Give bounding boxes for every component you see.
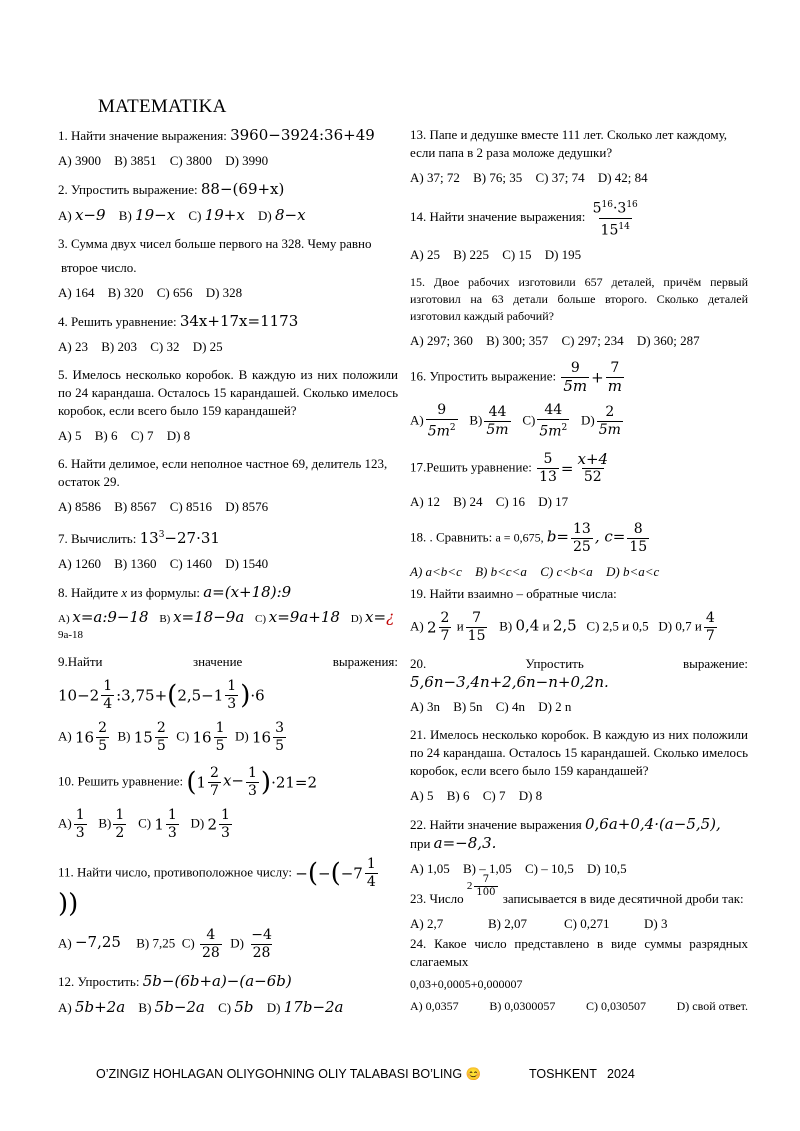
answers-8: A) x=a:9−18 B) x=18−9a C) x=9a+18 D) x=¿ 9a-18 [58, 608, 395, 641]
answers-16: A) $\frac{9}{5m^2}$ B) $\frac{44}{5m}$ C) $\frac{44}{5m^2}$ D) $\frac{2}{5m}$ [410, 402, 621, 440]
question-12: 12. Упростить: 5b−(6b+a)−(a−6b) [58, 972, 292, 990]
question-2: 2. Упростить выражение: 88−(69+x) [58, 180, 285, 198]
question-16: 16. Упростить выражение: $\frac{9}{5m}$ + $\frac{7}{m}$ [410, 360, 622, 396]
answers-12: A) 5b+2a B) 5b−2a C) 5b D) 17b−2a [58, 998, 344, 1016]
page-title: MATEMATIKA [98, 96, 227, 117]
answers-11: A) −7,25 B) 7,25 C) $\frac{4}{28}$ D) $\frac{-4}{28}$ [58, 927, 272, 961]
question-9-expression: 10−2 $\frac{1}{4}$ :3,75+(2,5−1 $\frac{1}{3}$ )·6 [58, 678, 265, 712]
question-14: 14. Найти значение выражения: $\frac{5^{16}\cdot 3^{16}}{15^{14}}$ [410, 200, 638, 239]
math-expression: 3960−3924:36+49 [230, 126, 375, 144]
math-expression: 34x+17x=1173 [179, 312, 299, 330]
question-24: 24. Какое число представлено в виде суммы разрядных слагаемых [410, 935, 748, 969]
question-1: 1. Найти значение выражения: 3960−3924:36+49 [58, 126, 375, 144]
math-expression: 88−(69+x) [200, 180, 285, 198]
question-23: 23. Число $^{2 \frac{7}{100}}$ записывается в виде десятичной дроби так: [410, 873, 744, 906]
question-22: 22. Найти значение выражения 0,6a+0,4·(a−5,5), при a=−8,3. [410, 814, 721, 852]
question-4: 4. Решить уравнение: 34x+17x=1173 [58, 312, 299, 330]
math-expression: a=(x+18):9 [203, 583, 292, 601]
answers-13: A) 37; 72 B) 76; 35 C) 37; 74 D) 42; 84 [410, 170, 648, 185]
question-17: 17.Решить уравнение: $\frac{5}{13}$ = $\frac{x+4}{52}$ [410, 449, 609, 485]
question-20-expression: 5,6n−3,4n+2,6n−n+0,2n. [410, 672, 609, 691]
answers-17: A) 12 B) 24 C) 16 D) 17 [410, 493, 569, 509]
footer-slogan: O’ZINGIZ HOHLAGAN OLIYGOHNING OLIY TALABASI BO’LING 😊 [96, 1067, 482, 1081]
answers-22: A) 1,05 B) – 1,05 C) – 10,5 D) 10,5 [410, 860, 627, 876]
answers-15: A) 297; 360 B) 300; 357 C) 297; 234 D) 360; 287 [410, 333, 700, 349]
answers-19: A) 2 $\frac{2}{7}$ и $\frac{7}{15}$ B) 0,4 и 2,5 C) 2,5 и 0,5 D) 0,7 и $\frac{4}{7}$ [410, 609, 715, 644]
answers-24: A) 0,0357 B) 0,0300057 C) 0,030507 D) свой ответ. [410, 998, 748, 1013]
answers-4: A) 23 B) 203 C) 32 D) 25 [58, 339, 223, 354]
math-expression: 5b−(6b+a)−(a−6b) [142, 972, 292, 990]
question-9: 9.Найти значение выражения: [58, 654, 398, 669]
answers-5: A) 5 B) 6 C) 7 D) 8 [58, 428, 191, 443]
right-column [410, 126, 748, 1015]
answers-18: A) a<b<c B) b<c<a C) c<b<a D) b<a<c [410, 563, 660, 579]
left-column [58, 126, 398, 1027]
answers-9: A) 16 $\frac{2}{5}$ B) 15 $\frac{2}{5}$ C) 16 $\frac{1}{5}$ D) 16 $\frac{3}{5}$ [58, 720, 284, 754]
question-13: 13. Папе и дедушке вместе 111 лет. Сколько лет каждому, если папа в 2 раза моложе дедушки? [410, 127, 728, 160]
answers-7: A) 1260 B) 1360 C) 1460 D) 1540 [58, 556, 269, 571]
question-8: 8. Найдите x из формулы: a=(x+18):9 [58, 583, 292, 601]
answers-23: A) 2,7 B) 2,07 C) 0,271 D) 3 [410, 915, 668, 931]
answers-10: A) $\frac{1}{3}$ B) $\frac{1}{2}$ C) 1 $\frac{1}{3}$ D) 2 $\frac{1}{3}$ [58, 807, 230, 841]
question-20: 20. Упростить выражение: [410, 655, 748, 671]
question-7: 7. Вычислить: $13^3-27\cdot 31$ [58, 529, 220, 547]
question-24-sum: 0,03+0,0005+0,000007 [410, 976, 523, 991]
answers-1: A) 3900 B) 3851 C) 3800 D) 3990 [58, 153, 269, 168]
question-6: 6. Найти делимое, если неполное частное 69, делитель 123, остаток 29. [58, 456, 388, 489]
question-21: 21. Имелось несколько коробок. В каждую из них положили по 24 карандаша. Осталось 15 карандашей. Сколько имелось коробок, если всего было 159 карандашей? [410, 726, 748, 778]
question-11: 11. Найти число, противоположное числу: −(−(−7 $\frac{1}{4}$ )) [58, 856, 376, 919]
question-5: 5. Имелось несколько коробок. В каждую из них положили по 24 карандаша. Осталось 15 карандашей. Сколько имелось коробок, если всего было 159 карандашей? [58, 367, 398, 418]
question-3: 3. Сумма двух чисел больше первого на 328. Чему равно второе число. [58, 236, 372, 275]
question-19: 19. Найти взаимно – обратные числа: [410, 585, 617, 601]
answers-2: A) x−9 B) 19−x C) 19+x D) 8−x [58, 206, 306, 224]
answers-6: A) 8586 B) 8567 C) 8516 D) 8576 [58, 499, 269, 514]
answers-3: A) 164 B) 320 C) 656 D) 328 [58, 285, 243, 300]
footer-location-year: TOSHKENT 2024 [529, 1067, 635, 1081]
answers-14: A) 25 B) 225 C) 15 D) 195 [410, 247, 582, 263]
question-10: 10. Решить уравнение: (1 $\frac{2}{7}$ x− $\frac{1}{3}$ )·21=2 [58, 765, 318, 799]
answers-20: A) 3n B) 5n C) 4n D) 2 n [410, 698, 572, 714]
question-15: 15. Двое рабочих изготовили 657 деталей, причём первый изготовил на 63 детали больше второго. Сколько деталей изготовил каждый рабочий? [410, 275, 748, 324]
question-18: 18. . Сравнить: a = 0,675, b= $\frac{13}{25}$ , c= $\frac{8}{15}$ [410, 520, 648, 555]
answers-21: A) 5 B) 6 C) 7 D) 8 [410, 787, 543, 803]
